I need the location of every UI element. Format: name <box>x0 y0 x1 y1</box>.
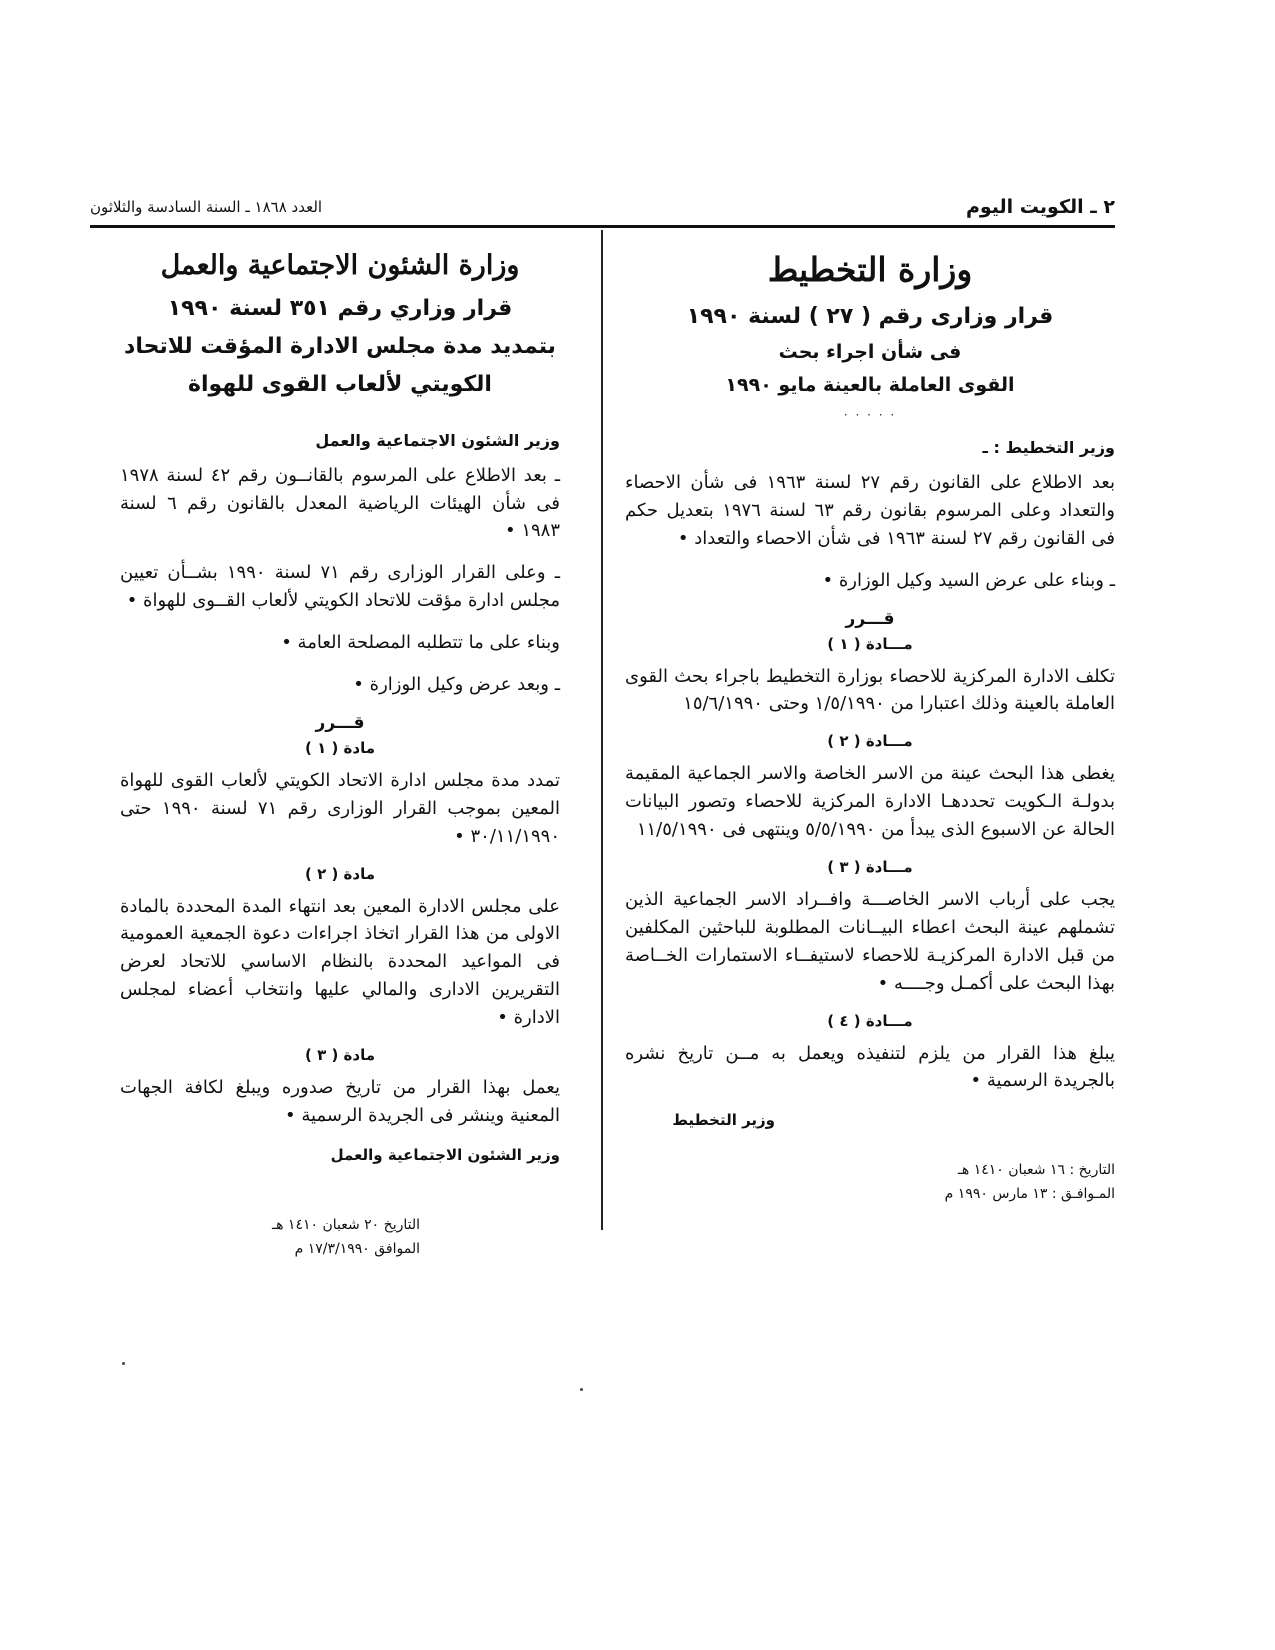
social-affairs-ministry-column <box>120 250 560 1261</box>
scan-speck <box>580 1388 583 1391</box>
ornament-divider: · · · · · <box>843 407 897 422</box>
article-heading: مـــادة ( ٣ ) <box>827 858 913 876</box>
decides-heading: قـــرر <box>315 712 365 733</box>
article-heading: مادة ( ٢ ) <box>304 864 375 883</box>
minister-lead: وزير الشئون الاجتماعية والعمل <box>315 430 560 450</box>
preamble-paragraph: بعد الاطلاع على القانون رقم ٢٧ لسنة ١٩٦٣ فى شأن الاحصاء والتعداد وعلى المرسوم بقانون رقم ٦٣ لسنة ١٩٧٦ بتعديل حكم فى القانون رقم ٢٧ لسنة ١٩٦٣ فى شأن الاحصاء والتعداد • <box>625 471 1116 549</box>
preamble-paragraph: وبناء على ما تتطلبه المصلحة العامة • <box>281 632 560 654</box>
page-number-label: ٢ ـ الكويت اليوم <box>965 196 1115 218</box>
preamble-paragraph: ـ وبعد عرض وكيل الوزارة • <box>353 674 560 696</box>
article-heading: مـــادة ( ١ ) <box>827 634 913 653</box>
article-text: تكلف الادارة المركزية للاحصاء بوزارة التخطيط باجراء بحث القوى العاملة بالعينة وذلك اعتبارا من ١/٥/١٩٩٠ وحتى ١٥/٦/١٩٩٠ <box>625 665 1115 715</box>
decision-subject-line-2: القوى العاملة بالعينة مايو ١٩٩٠ <box>725 374 1015 397</box>
preamble-paragraph: ـ بعد الاطلاع على المرسوم بالقانــون رقم ٤٢ لسنة ١٩٧٨ فى شأن الهيئات الرياضية المعدل بالقانون رقم ٦ لسنة ١٩٨٣ • <box>120 464 560 542</box>
article-heading: مـــادة ( ٤ ) <box>827 1011 913 1030</box>
issue-label: العدد ١٨٦٨ ـ السنة السادسة والثلاثون <box>90 198 323 216</box>
page-header <box>90 196 1115 224</box>
article-text: يعمل بهذا القرار من تاريخ صدوره ويبلغ لكافة الجهات المعنية وينشر فى الجريدة الرسمية • <box>120 1077 560 1126</box>
preamble-paragraph: ـ وبناء على عرض السيد وكيل الوزارة • <box>822 569 1115 591</box>
scan-speck <box>122 1362 125 1365</box>
article-text: يغطى هذا البحث عينة من الاسر الخاصة والاسر الجماعية المقيمة بدولـة الـكويت تحددهـا الادارة المركزية للاحصاء وتصور البيانات الحالة عن الاسبوع الذى يبدأ من ٥/٥/١٩٩٠ وينتهى فى ١١/٥/١٩٩٠ <box>625 763 1115 841</box>
hijri-date: التاريخ : ١٦ شعبان ١٤١٠ هـ <box>957 1162 1115 1179</box>
header-rule <box>90 225 1115 228</box>
decision-subject-line-1: بتمديد مدة مجلس الادارة المؤقت للاتحاد <box>124 333 556 359</box>
article-text: يجب على أرباب الاسر الخاصـــة وافــراد الاسر الجماعية الذين تشملهم عينة البحث اعطاء البيــانات المطلوبة للباحثين المكلفين من قبل الادارة المركزيـة للاحصاء لاستيفــاء الاستمارات الخــاصة بهذا البحث على أكمـل وجــــه • <box>625 889 1115 994</box>
preamble-paragraph: ـ وعلى القرار الوزارى رقم ٧١ لسنة ١٩٩٠ بشــأن تعيين مجلس ادارة مؤقت للاتحاد الكويتي لألعاب القــوى للهواة • <box>120 562 560 612</box>
column-divider <box>601 230 603 1230</box>
minister-lead: وزير التخطيط : ـ <box>982 437 1115 457</box>
gregorian-date: المـوافـق : ١٣ مارس ١٩٩٠ م <box>944 1186 1115 1203</box>
ministry-title: وزارة الشئون الاجتماعية والعمل <box>160 250 520 281</box>
ministry-title: وزارة التخطيط <box>767 250 973 289</box>
decision-number: قرار وزاري رقم ٣٥١ لسنة ١٩٩٠ <box>167 296 513 321</box>
decision-subject-line-1: فى شأن اجراء بحث <box>778 340 962 363</box>
article-text: تمدد مدة مجلس ادارة الاتحاد الكويتي لألعاب القوى للهواة المعين بموجب القرار الوزارى رقم ٧١ لسنة ١٩٩٠ حتى ٣٠/١١/١٩٩٠ • <box>120 769 560 847</box>
decision-number: قرار وزارى رقم ( ٢٧ ) لسنة ١٩٩٠ <box>686 304 1054 329</box>
decides-heading: قـــرر <box>845 608 895 629</box>
article-text: يبلغ هذا القرار من يلزم لتنفيذه ويعمل به مــن تاريخ نشره بالجريدة الرسمية • <box>625 1042 1115 1092</box>
article-heading: مادة ( ١ ) <box>304 738 375 757</box>
gregorian-date: الموافق ١٧/٣/١٩٩٠ م <box>294 1240 420 1257</box>
article-text: على مجلس الادارة المعين بعد انتهاء المدة المحددة بالمادة الاولى من هذا القرار اتخاذ اجراءات دعوة الجمعية العمومية فى المواعيد المحددة بالنظام الاساسي للاتحاد لعرض التقريرين الادارى والمالي عليها وانتخاب أعضاء لمجلس الادارة • <box>120 895 560 1029</box>
signature: وزير التخطيط <box>672 1111 775 1130</box>
decision-subject-line-2: الكويتي لألعاب القوى للهواة <box>188 371 492 397</box>
article-heading: مـــادة ( ٢ ) <box>827 732 913 751</box>
article-heading: مادة ( ٣ ) <box>304 1046 375 1065</box>
planning-ministry-column <box>625 250 1115 1207</box>
hijri-date: التاريخ ٢٠ شعبان ١٤١٠ هـ <box>271 1216 420 1233</box>
signature: وزير الشئون الاجتماعية والعمل <box>330 1145 560 1164</box>
